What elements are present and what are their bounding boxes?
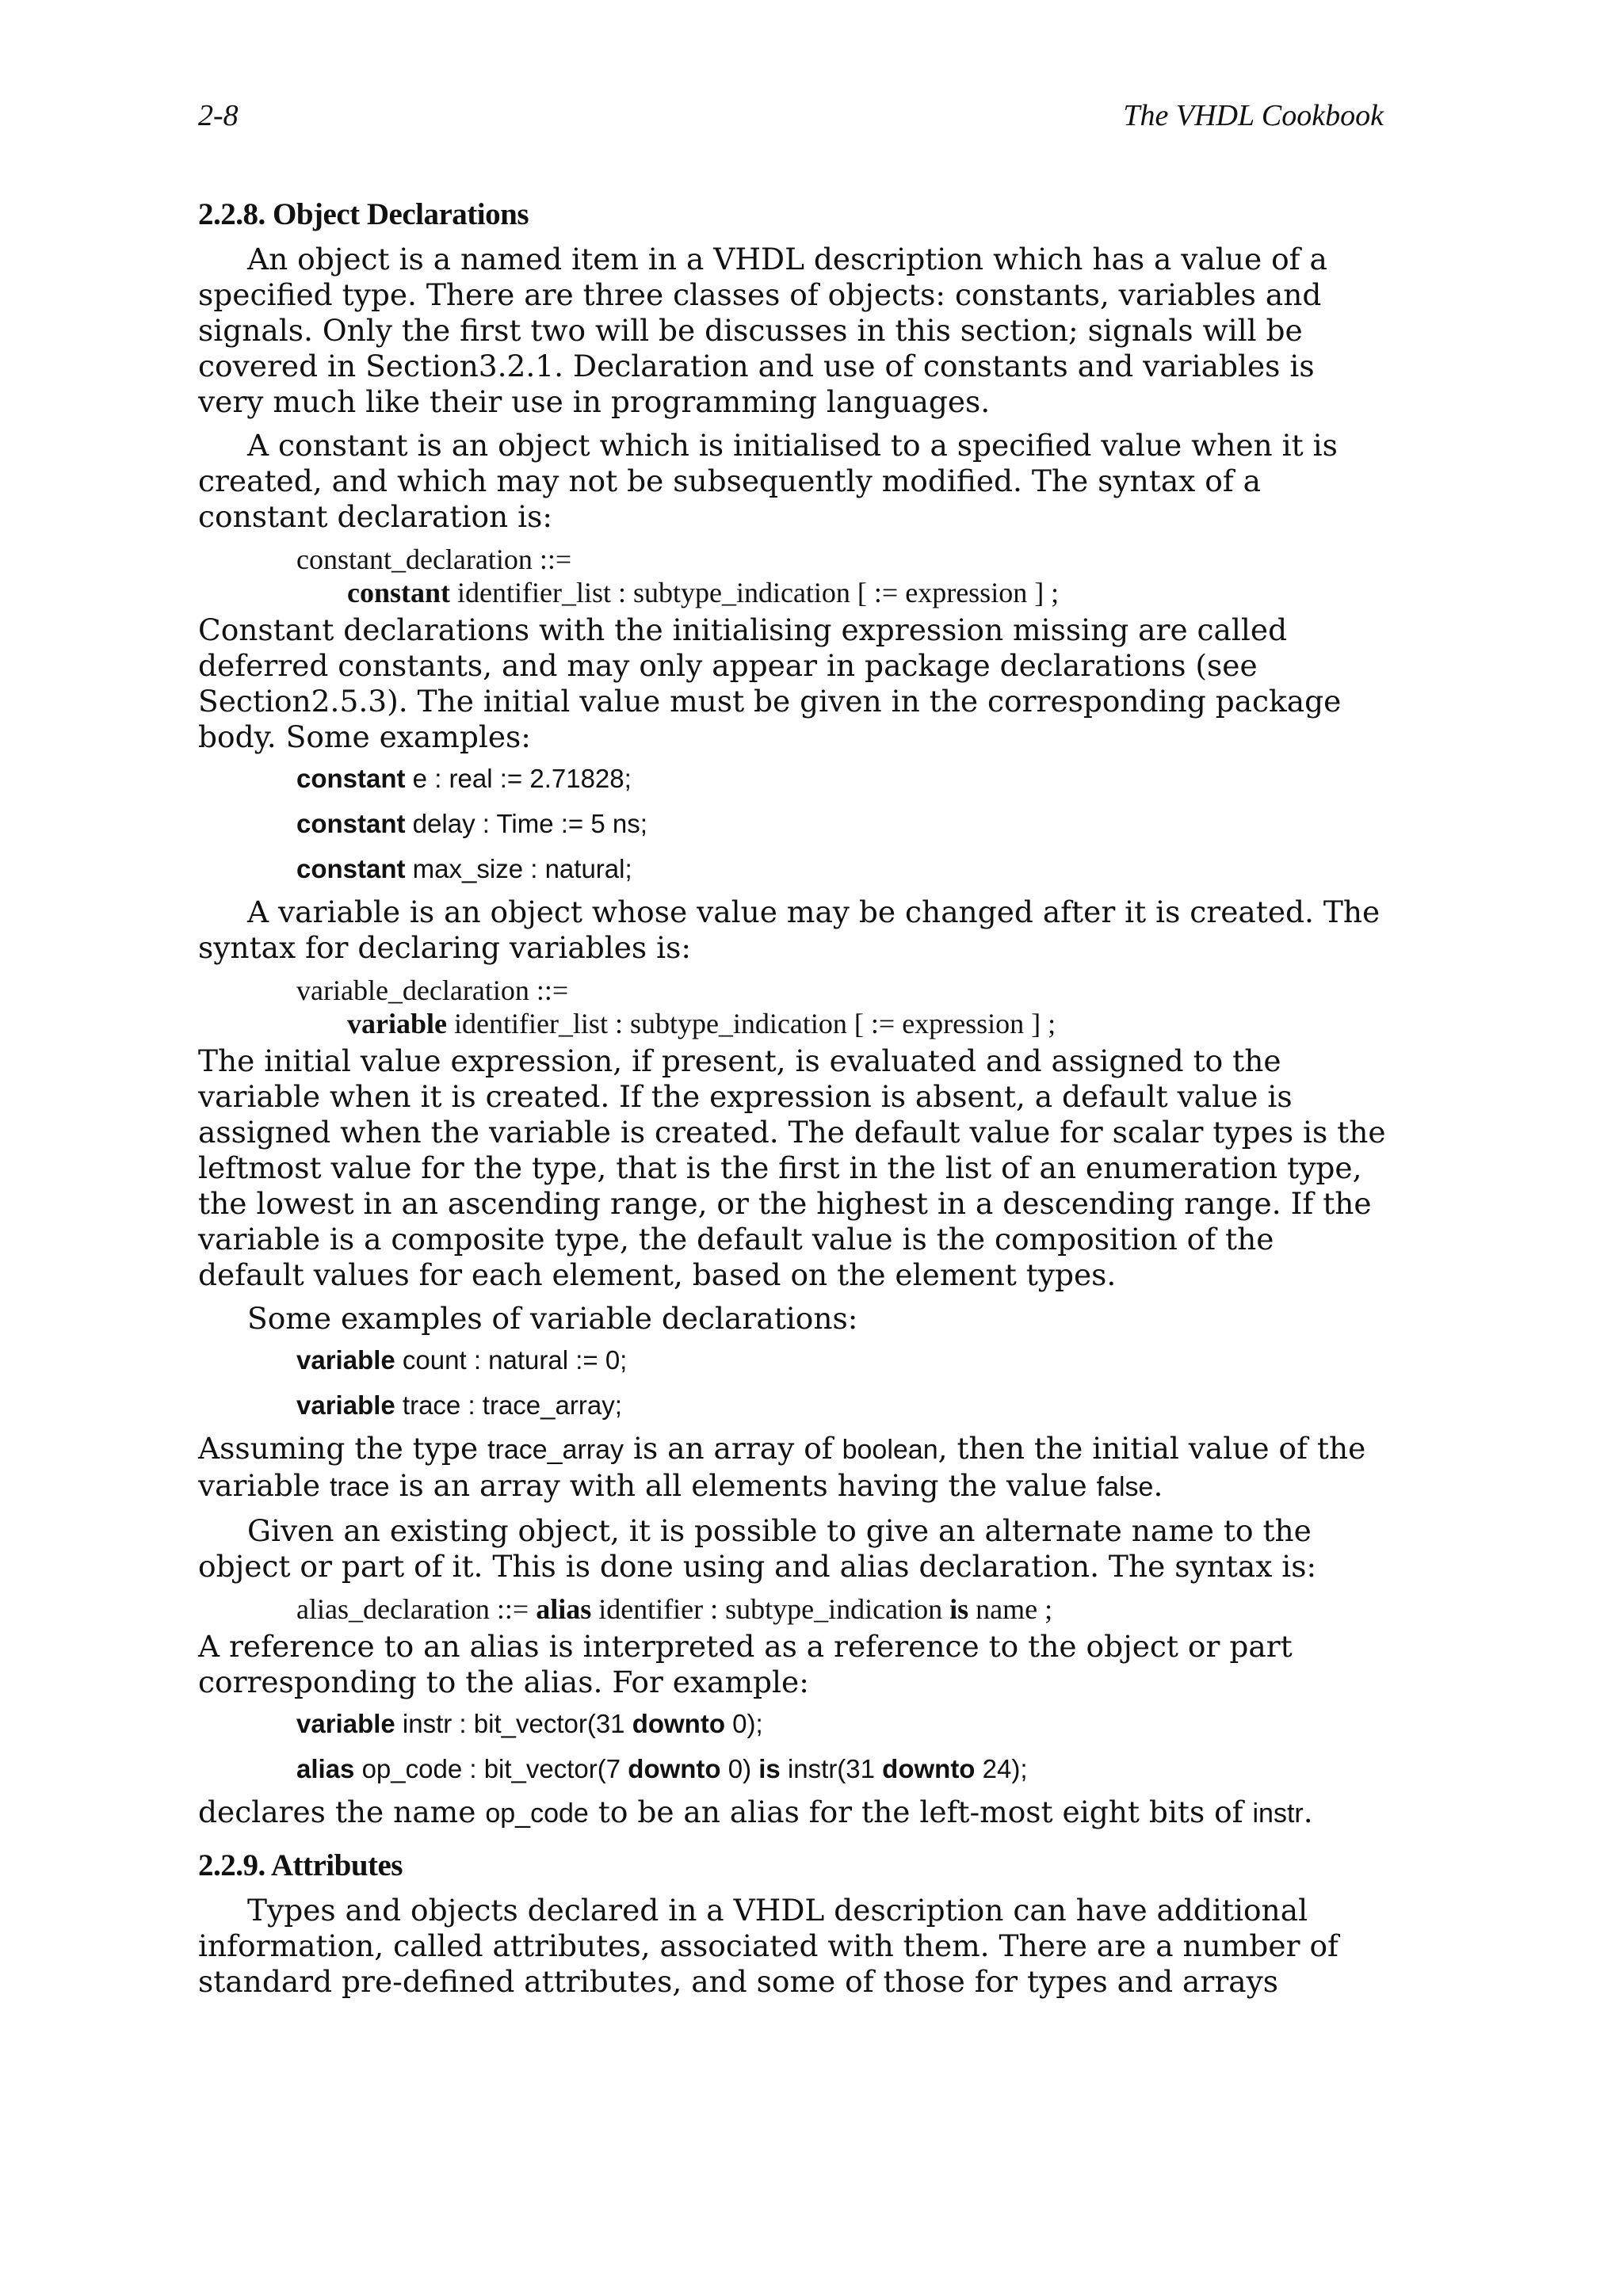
keyword: variable xyxy=(296,1344,395,1375)
text-run: Assuming the type xyxy=(198,1430,488,1466)
alias-syntax xyxy=(198,1592,1387,1626)
paragraph: Types and objects declared in a VHDL description can have additional information, called attributes, associated with them. There are a number of standard pre-defined attributes, and some of those for types and arrays xyxy=(198,1892,1338,1999)
code-text: count : natural := 0; xyxy=(395,1344,628,1375)
variable-syntax xyxy=(198,974,1387,1040)
code-text: 0) xyxy=(720,1753,759,1783)
code-line xyxy=(198,1753,1387,1785)
inline-code: trace xyxy=(329,1471,390,1502)
code-text: max_size : natural; xyxy=(405,853,632,883)
paragraph: The initial value expression, if present, is evaluated and assigned to the variable when it is created. If the expression is absent, a default value is assigned when the variable is created. The default value for scalar types is the leftmost value for the type, that is the first in the list of an enumeration type, the lowest in an ascending range, or the highest in a descending range. If the variable is a composite type, the default value is the composition of the default values for each element, based on the element types. xyxy=(198,1043,1386,1292)
paragraph: Constant declarations with the initialising expression missing are called deferred constants, and may only appear in package declarations (see Section2.5.3). The initial value must be given in the corresponding package body. Some examples: xyxy=(198,612,1342,754)
paragraph: An object is a named item in a VHDL description which has a value of a specified type. There are three classes of objects: constants, variables and signals. Only the first two will be discusses in this section; signals will be covered in Section3.2.1. Declaration and use of constants and variables is very much like their use in programming languages. xyxy=(198,241,1327,419)
constant-syntax xyxy=(198,543,1387,609)
code-line xyxy=(198,1390,1387,1421)
keyword: variable xyxy=(347,1007,447,1039)
code-text: e : real := 2.71828; xyxy=(405,763,632,793)
code-line xyxy=(198,808,1387,840)
keyword: alias xyxy=(296,1753,355,1783)
syntax-text: identifier : subtype_indication xyxy=(591,1592,950,1625)
section-heading-object-declarations: 2.2.8. Object Declarations xyxy=(198,197,529,231)
syntax-line xyxy=(198,576,1387,609)
text-run: is an array with all elements having the value xyxy=(389,1467,1097,1503)
syntax-line xyxy=(198,1007,1387,1040)
keyword: variable xyxy=(296,1390,395,1420)
code-text: 0); xyxy=(725,1708,763,1738)
page-number: 2-8 xyxy=(198,99,239,132)
syntax-text: alias_declaration ::= xyxy=(296,1592,537,1625)
text-run: to be an alias for the left-most eight bits of xyxy=(588,1794,1253,1829)
text-run: . xyxy=(1153,1467,1163,1503)
code-line xyxy=(198,763,1387,795)
paragraph: Given an existing object, it is possible to give an alternate name to the object or part of it. This is done using and alias declaration. The syntax is: xyxy=(198,1512,1317,1584)
keyword: constant xyxy=(296,763,406,793)
code-text: op_code : bit_vector(7 xyxy=(354,1753,628,1783)
section-heading-attributes: 2.2.9. Attributes xyxy=(198,1848,403,1882)
paragraph xyxy=(198,1794,1387,1832)
keyword: is xyxy=(949,1592,969,1625)
keyword: constant xyxy=(347,576,451,608)
text-run: . xyxy=(1303,1794,1313,1829)
code-text: delay : Time := 5 ns; xyxy=(405,808,647,838)
keyword: downto xyxy=(632,1708,725,1738)
paragraph: A variable is an object whose value may be changed after it is created. The syntax for declaring variables is: xyxy=(198,894,1381,965)
inline-code: instr xyxy=(1252,1798,1304,1829)
inline-code: false xyxy=(1096,1471,1154,1502)
text-run: is an array of xyxy=(624,1430,842,1466)
code-text: 24); xyxy=(975,1753,1028,1783)
syntax-text: name ; xyxy=(968,1592,1053,1625)
running-title: The VHDL Cookbook xyxy=(1123,99,1384,132)
keyword: downto xyxy=(628,1753,721,1783)
keyword: constant xyxy=(296,853,406,883)
inline-code: trace_array xyxy=(487,1434,624,1465)
syntax-text: identifier_list : subtype_indication [ := expression ] ; xyxy=(450,576,1060,608)
code-line xyxy=(198,1344,1387,1376)
keyword: is xyxy=(758,1753,781,1783)
code-line xyxy=(198,1708,1387,1740)
code-text: trace : trace_array; xyxy=(395,1390,622,1420)
code-text: instr(31 xyxy=(780,1753,883,1783)
paragraph: A constant is an object which is initialised to a specified value when it is created, and which may not be subsequently modified. The syntax of a constant declaration is: xyxy=(198,427,1338,534)
paragraph: Some examples of variable declarations: xyxy=(247,1300,858,1336)
syntax-text: identifier_list : subtype_indication [ := expression ] ; xyxy=(446,1007,1056,1039)
keyword: downto xyxy=(882,1753,976,1783)
paragraph xyxy=(198,1431,1387,1505)
text-run: declares the name xyxy=(198,1794,486,1829)
keyword: variable xyxy=(296,1708,395,1738)
code-line xyxy=(198,853,1387,885)
code-text: instr : bit_vector(31 xyxy=(395,1708,632,1738)
page-content xyxy=(198,196,1387,2008)
syntax-line: variable_declaration ::= xyxy=(296,974,569,1006)
keyword: alias xyxy=(536,1592,592,1625)
syntax-line: constant_declaration ::= xyxy=(296,543,572,575)
inline-code: boolean xyxy=(842,1434,938,1465)
syntax-line xyxy=(198,1592,1387,1626)
paragraph: A reference to an alias is interpreted as a reference to the object or part corresponding to the alias. For example: xyxy=(198,1628,1293,1699)
inline-code: op_code xyxy=(485,1798,589,1829)
keyword: constant xyxy=(296,808,406,838)
text-run: , then the initial value of the variable xyxy=(198,1430,1366,1503)
